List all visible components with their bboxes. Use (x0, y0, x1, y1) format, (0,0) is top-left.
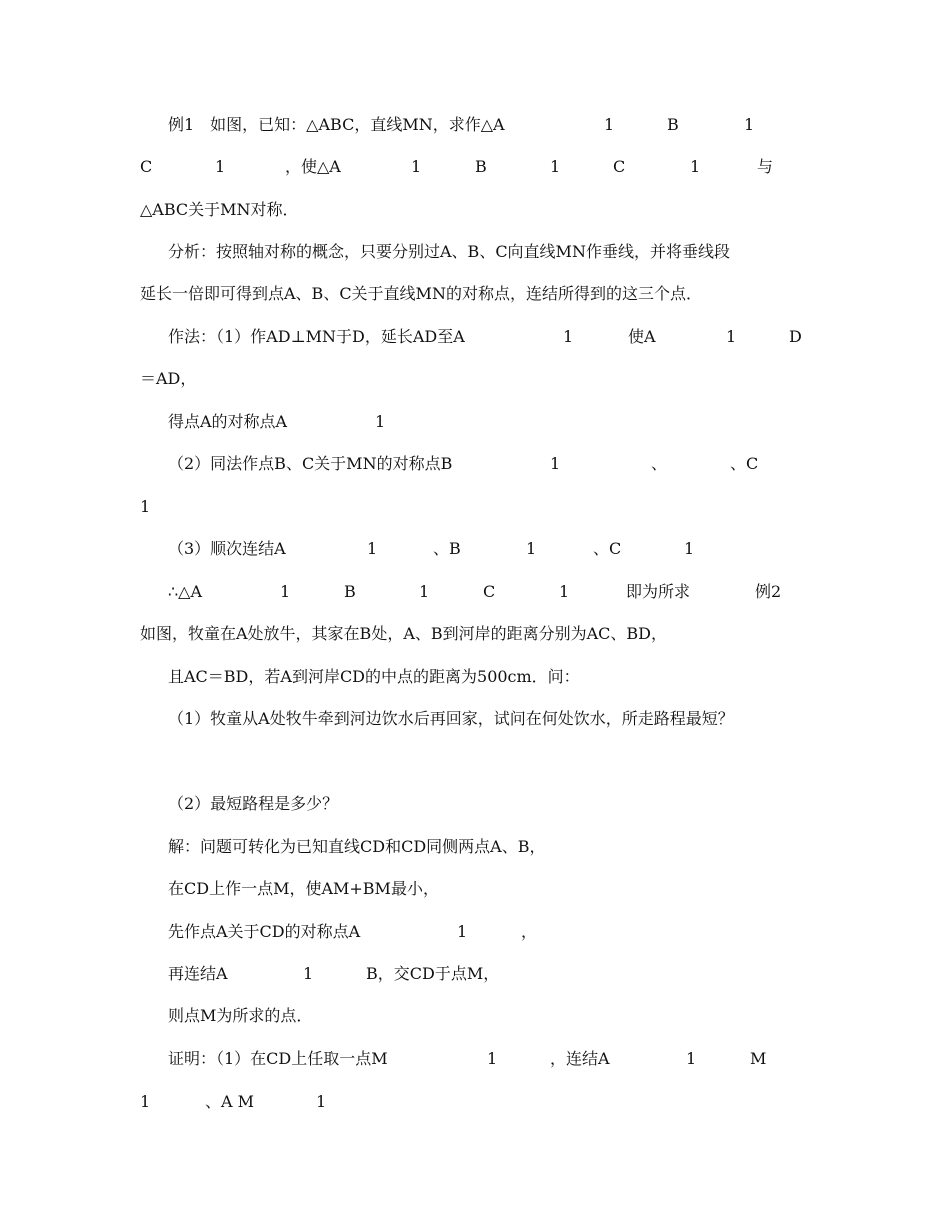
text-segment: 、A M (205, 1092, 255, 1111)
text-segment: 例2 (755, 582, 782, 601)
text-line-10 (0, 495, 950, 519)
text-segment: 1 (550, 454, 561, 473)
text-segment: 解：问题可转化为已知直线CD和CD同侧两点A、B， (168, 837, 546, 856)
text-segment: B (475, 157, 487, 176)
text-segment: C (613, 157, 626, 176)
text-segment: 1 (726, 327, 737, 346)
text-segment: 1 (140, 497, 151, 516)
text-line-14 (0, 665, 950, 689)
text-segment: 1 (215, 157, 226, 176)
text-line-1 (0, 113, 950, 137)
text-segment: △ABC关于MN对称． (140, 200, 299, 219)
text-segment: 1 (419, 582, 430, 601)
text-segment: 在CD上作一点M，使AM+BM最小， (168, 879, 439, 898)
text-segment: 1 (367, 539, 378, 558)
text-line-21 (0, 1004, 950, 1028)
text-line-17 (0, 835, 950, 859)
text-line-8 (0, 410, 950, 434)
text-segment: ∴△A (168, 582, 203, 601)
text-segment: B (667, 115, 679, 134)
text-segment: 1 (316, 1092, 327, 1111)
text-segment: 先作点A关于CD的对称点A (168, 922, 361, 941)
text-segment: （1）牧童从A处牧牛牵到河边饮水后再回家，试问在何处饮水，所走路程最短？ (168, 709, 734, 728)
text-segment: 即为所求 (626, 582, 691, 601)
text-line-12 (0, 580, 950, 604)
text-segment: 例1 如图，已知：△ABC，直线MN，求作△A (168, 115, 505, 134)
text-line-22 (0, 1047, 950, 1071)
text-line-20 (0, 962, 950, 986)
text-segment: 1 (411, 157, 422, 176)
text-segment: 作法：（1）作AD⊥MN于D，延长AD至A (168, 327, 465, 346)
text-line-6 (0, 325, 950, 349)
text-segment: 1 (526, 539, 537, 558)
text-segment: 1 (280, 582, 291, 601)
text-segment: 、B (433, 539, 461, 558)
text-segment: 且AC＝BD，若A到河岸CD的中点的距离为500cm．问： (168, 667, 580, 686)
text-segment: 再连结A (168, 964, 228, 983)
text-segment: 1 (684, 539, 695, 558)
text-segment: ，连结A (550, 1049, 610, 1068)
text-segment: 1 (604, 115, 615, 134)
text-segment: 1 (559, 582, 570, 601)
text-segment: 则点M为所求的点． (168, 1006, 313, 1025)
text-line-19 (0, 920, 950, 944)
text-line-3 (0, 198, 950, 222)
text-segment: 、C (593, 539, 622, 558)
text-segment: （3）顺次连结A (168, 539, 286, 558)
text-line-7 (0, 367, 950, 391)
text-segment: ＝AD， (140, 369, 197, 388)
text-segment: 1 (563, 327, 574, 346)
text-segment: ， (521, 922, 538, 941)
text-segment: 1 (140, 1092, 151, 1111)
text-segment: C (483, 582, 496, 601)
text-line-4 (0, 240, 950, 264)
text-segment: 1 (550, 157, 561, 176)
text-segment: B，交CD于点M， (366, 964, 500, 983)
text-segment: 证明：（1）在CD上任取一点M (168, 1049, 388, 1068)
text-segment: 使A (628, 327, 656, 346)
text-segment: （2）同法作点B、C关于MN的对称点B (168, 454, 453, 473)
text-line-23 (0, 1090, 950, 1114)
text-segment: 如图，牧童在A处放牛，其家在B处，A、B到河岸的距离分别为AC、BD， (140, 624, 668, 643)
text-segment: 分析：按照轴对称的概念，只要分别过A、B、C向直线MN作垂线，并将垂线段 (168, 242, 730, 261)
text-line-9 (0, 452, 950, 476)
text-segment: C (140, 157, 153, 176)
text-segment: 得点A的对称点A (168, 412, 288, 431)
text-line-18 (0, 877, 950, 901)
text-segment: 1 (487, 1049, 498, 1068)
text-segment: 、C (730, 454, 759, 473)
text-segment: 1 (375, 412, 386, 431)
text-segment: ，使△A (285, 157, 341, 176)
text-segment: 1 (303, 964, 314, 983)
text-line-16 (0, 792, 950, 816)
text-segment: 延长一倍即可得到点A、B、C关于直线MN的对称点，连结所得到的这三个点． (140, 284, 702, 303)
text-segment: （2）最短路程是多少？ (168, 794, 339, 813)
text-segment: 1 (690, 157, 701, 176)
text-segment: 1 (744, 115, 755, 134)
text-segment: 1 (686, 1049, 697, 1068)
text-segment: B (344, 582, 356, 601)
text-line-11 (0, 537, 950, 561)
text-line-15 (0, 707, 950, 731)
text-segment: M (750, 1049, 767, 1068)
text-segment: D (789, 327, 802, 346)
text-line-5 (0, 282, 950, 306)
text-line-13 (0, 622, 950, 646)
text-segment: 与 (757, 157, 774, 176)
text-segment: 1 (457, 922, 468, 941)
text-line-2 (0, 155, 950, 179)
text-segment: 、 (651, 454, 668, 473)
